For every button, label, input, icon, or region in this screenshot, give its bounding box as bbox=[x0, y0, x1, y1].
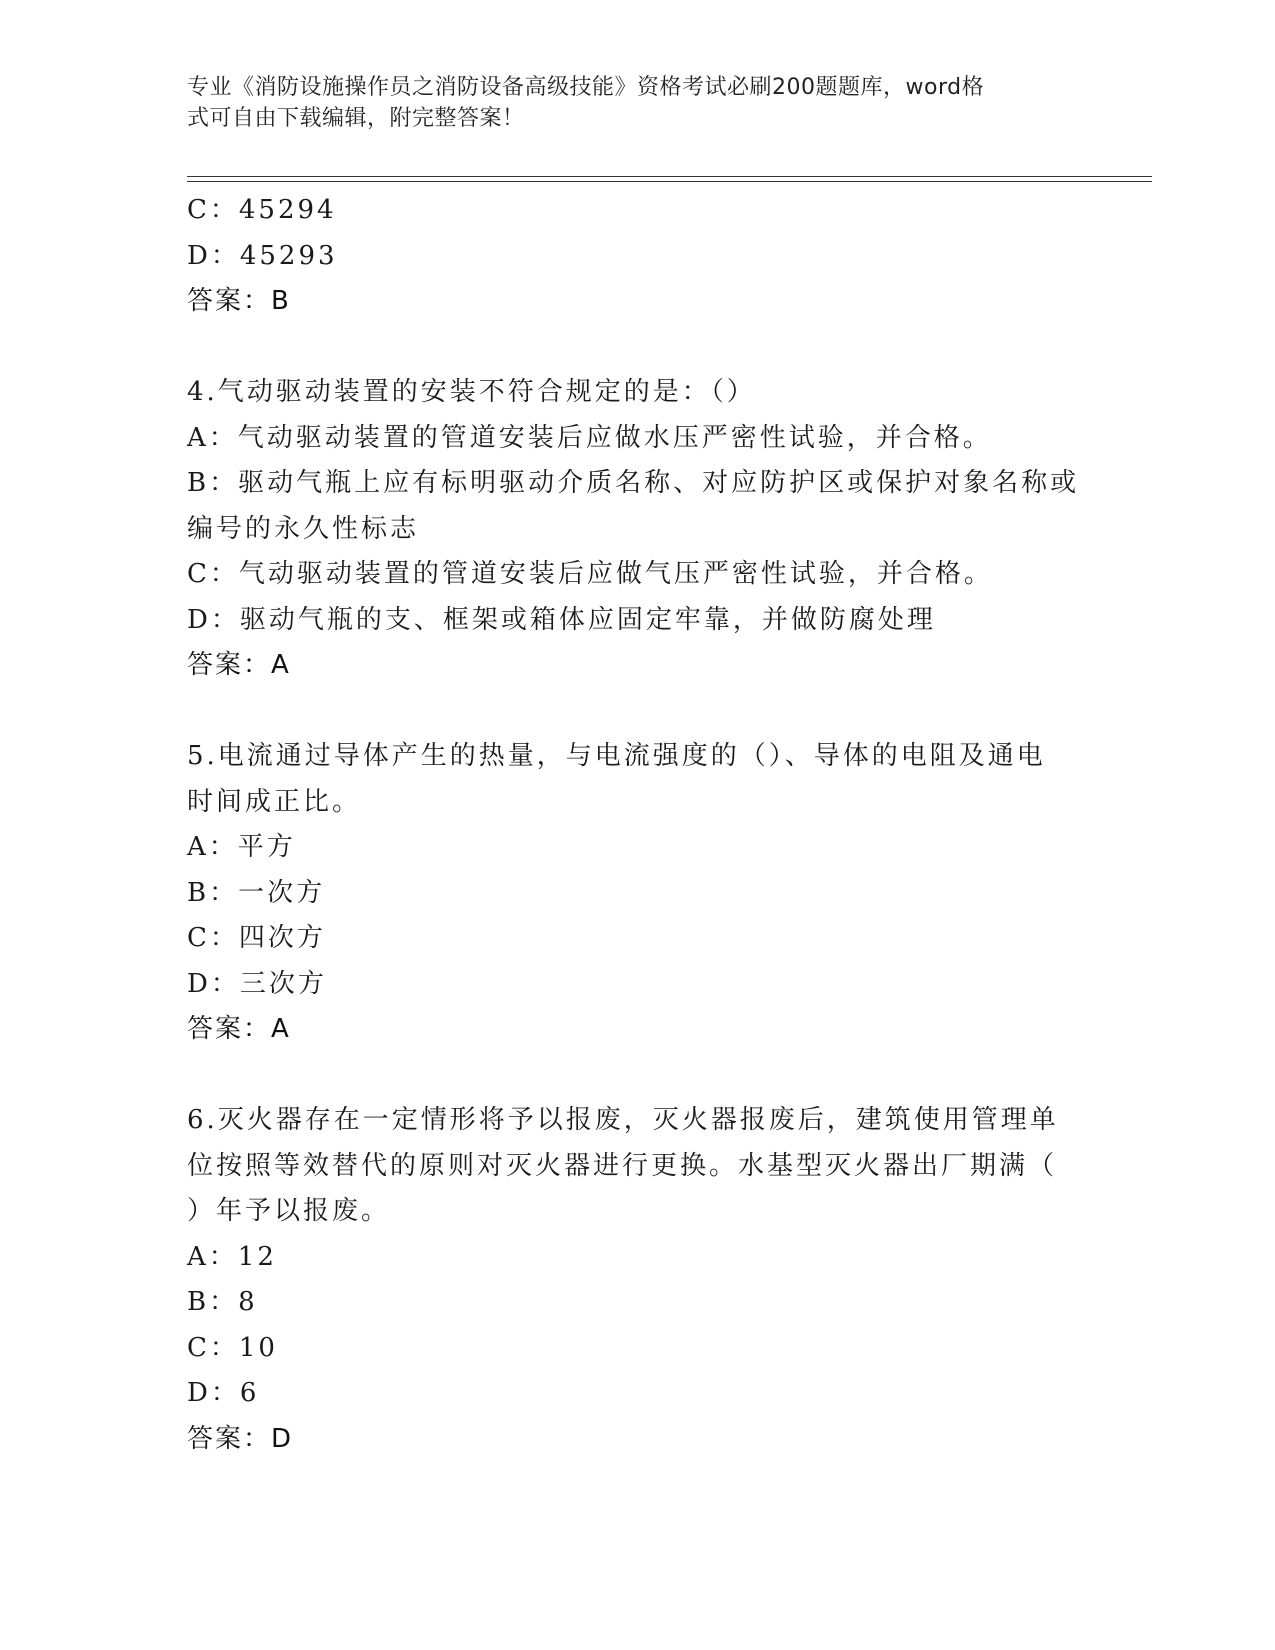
header-line-1: 专业《消防设施操作员之消防设备高级技能》资格考试必刷200题题库，word格 bbox=[187, 75, 985, 100]
question-stem-continued: 位按照等效替代的原则对灭火器进行更换。水基型灭火器出厂期满（ bbox=[187, 1150, 1058, 1181]
header-line-2: 式可自由下载编辑，附完整答案！ bbox=[187, 106, 525, 131]
option-c: C：45294 bbox=[187, 195, 337, 225]
option-a: A：平方 bbox=[187, 832, 296, 862]
answer-line: 答案：D bbox=[187, 1423, 294, 1454]
spacer bbox=[187, 689, 1087, 735]
continued-question bbox=[187, 188, 1087, 325]
answer-line: 答案：A bbox=[187, 1014, 291, 1044]
question-6 bbox=[187, 1098, 1087, 1462]
question-stem: 4.气动驱动装置的安装不符合规定的是：（） bbox=[187, 377, 756, 407]
spacer bbox=[187, 1053, 1087, 1099]
question-4 bbox=[187, 370, 1087, 689]
answer-line: 答案：B bbox=[187, 286, 291, 316]
option-d: D：驱动气瓶的支、框架或箱体应固定牢靠，并做防腐处理 bbox=[187, 604, 936, 635]
document-header bbox=[187, 72, 1067, 134]
option-d: D：45293 bbox=[187, 240, 338, 271]
option-a: A：12 bbox=[187, 1241, 277, 1272]
question-stem-continued: ）年予以报废。 bbox=[187, 1196, 391, 1226]
question-stem: 6.灭火器存在一定情形将予以报废，灭火器报废后，建筑使用管理单 bbox=[187, 1105, 1059, 1135]
question-stem: 5.电流通过导体产生的热量，与电流强度的（）、导体的电阻及通电 bbox=[187, 741, 1046, 771]
header-divider-top bbox=[187, 176, 1152, 177]
option-b: B：驱动气瓶上应有标明驱动介质名称、对应防护区或保护对象名称或 bbox=[187, 468, 1080, 498]
question-stem-continued: 时间成正比。 bbox=[187, 786, 362, 817]
option-b-continued: 编号的永久性标志 bbox=[187, 513, 420, 544]
header-divider-bottom bbox=[187, 181, 1152, 182]
option-c: C：四次方 bbox=[187, 923, 326, 953]
option-b: B：一次方 bbox=[187, 877, 326, 908]
option-c: C：10 bbox=[187, 1332, 278, 1363]
option-b: B：8 bbox=[187, 1287, 258, 1317]
option-d: D：6 bbox=[187, 1378, 260, 1408]
option-d: D：三次方 bbox=[187, 968, 327, 999]
answer-line: 答案：A bbox=[187, 650, 291, 680]
option-c: C：气动驱动装置的管道安装后应做气压严密性试验，并合格。 bbox=[187, 559, 993, 589]
document-body bbox=[187, 188, 1087, 1462]
option-a: A：气动驱动装置的管道安装后应做水压严密性试验，并合格。 bbox=[187, 422, 992, 453]
spacer bbox=[187, 325, 1087, 371]
question-5 bbox=[187, 734, 1087, 1053]
